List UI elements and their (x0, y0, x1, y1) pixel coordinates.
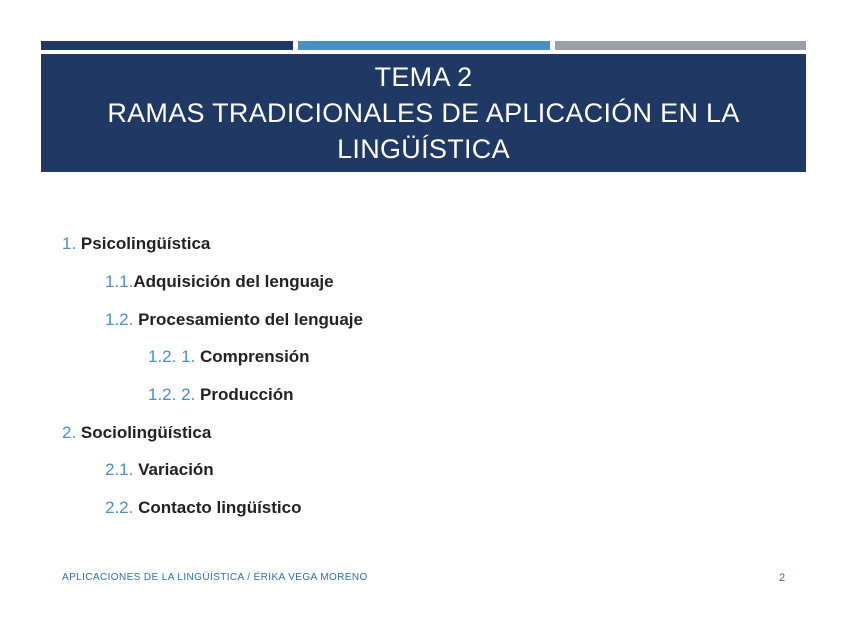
outline-item (62, 234, 210, 254)
outline-number: 1.1. (105, 272, 134, 291)
outline-item (62, 423, 211, 443)
title-line-2: RAMAS TRADICIONALES DE APLICACIÓN EN LA (107, 98, 740, 128)
outline-text: Sociolingüística (80, 423, 212, 442)
title-line-3: LINGÜÍSTICA (337, 134, 510, 164)
outline-text: Comprensión (200, 347, 310, 366)
outline-item (105, 498, 301, 518)
outline-item (105, 310, 363, 330)
outline-item (105, 460, 214, 480)
outline-text: Psicolingüística (80, 234, 211, 253)
outline-number: 1.2. (105, 310, 134, 329)
outline-number: 2.1. (105, 460, 134, 479)
outline-number: 1.2. 2. (148, 385, 196, 404)
outline-item (148, 385, 294, 405)
outline-text: Producción (200, 385, 294, 404)
outline-number: 2. (62, 423, 77, 442)
outline-text: Adquisición del lenguaje (133, 272, 334, 291)
title-line-1: TEMA 2 (374, 62, 473, 92)
outline-item (148, 347, 310, 367)
page-number: 2 (779, 572, 786, 584)
outline-text: Procesamiento del lenguaje (138, 310, 363, 329)
outline-item (105, 272, 334, 292)
outline-text: Variación (138, 460, 214, 479)
outline-number: 1. (62, 234, 77, 253)
outline-text: Contacto lingüístico (138, 498, 302, 517)
outline-number: 2.2. (105, 498, 134, 517)
footer-course-author: APLICACIONES DE LA LINGÜÍSTICA / ÉRIKA VEGA MORENO (62, 572, 368, 583)
outline-number: 1.2. 1. (148, 347, 196, 366)
